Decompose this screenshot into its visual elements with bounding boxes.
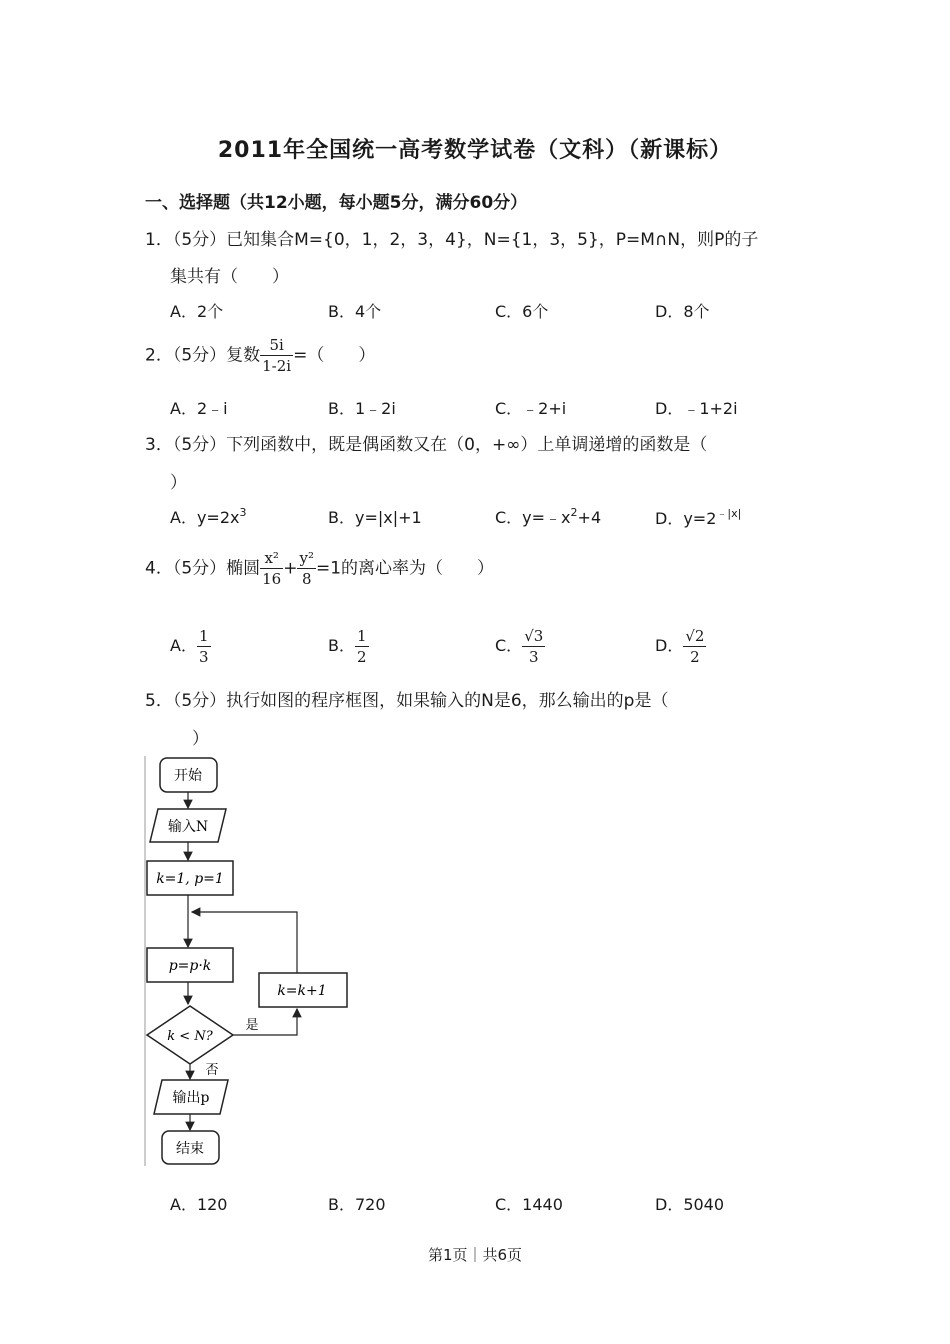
q4-suffix: =1的离心率为（ ）	[315, 558, 495, 579]
question-4-text: 4．（5分）椭圆 $\frac{\text{x²}}{16}$ + $\frac{\text{y²}}{8}$ =1的离心率为（ ）	[145, 549, 495, 588]
q1-option-b: B．4个	[328, 302, 382, 321]
q2-option-c: C．﹣2+i	[495, 399, 567, 418]
q2-suffix: =（ ）	[293, 345, 376, 366]
section-heading: 一、选择题（共12小题，每小题5分，满分60分）	[145, 193, 528, 213]
q2-option-b: B．1﹣2i	[328, 399, 396, 418]
q3-option-c: C．$y=﹣x^2+4$	[495, 506, 602, 527]
question-1-text-cont: 集共有（ ）	[170, 267, 289, 287]
q2-option-d: D．﹣1+2i	[655, 399, 738, 418]
q1-option-a: A．2个	[170, 302, 224, 321]
q1-option-d: D．8个	[655, 302, 710, 321]
q4-prefix: 4．（5分）椭圆	[145, 558, 261, 579]
flowchart-init-label: k=1, p=1	[156, 871, 224, 887]
q1-option-c: C．6个	[495, 302, 549, 321]
flowchart-end-label: 结束	[176, 1141, 204, 1157]
flowchart-increment-label: k=k+1	[277, 983, 327, 999]
question-3-text-cont: ）	[170, 473, 187, 493]
question-1-text: 1．（5分）已知集合M={0，1，2，3，4}，N={1，3，5}，P=M∩N，则P的子	[145, 230, 759, 250]
question-5-text-cont: ）	[192, 729, 209, 749]
flowchart-condition-label: k < N?	[167, 1029, 213, 1044]
q2-fraction	[260, 335, 293, 376]
flowchart-yes-label: 是	[245, 1018, 259, 1033]
q5-option-a: A．120	[170, 1195, 228, 1214]
question-2-text	[145, 335, 375, 376]
program-flowchart	[140, 752, 355, 1172]
q5-option-b: B．720	[328, 1195, 386, 1214]
flowchart-input-label: 输入N	[167, 819, 209, 835]
flowchart-loop-label: p=p·k	[168, 958, 212, 974]
page-footer: 第1页｜共6页	[427, 1246, 523, 1264]
q4-fraction-x: $\frac{\text{x²}}{16}$	[262, 549, 282, 588]
q4-fraction-y: $\frac{\text{y²}}{8}$	[299, 549, 314, 588]
q5-option-c: C．1440	[495, 1195, 563, 1214]
q2-prefix: 2．（5分）复数	[145, 345, 261, 366]
q2-frac-den: 1-2i	[262, 357, 292, 375]
flowchart-no-label: 否	[205, 1063, 219, 1078]
q2-frac-num: 5i	[260, 335, 293, 356]
q4-option-c: C． $\frac{√3}{3}$	[495, 627, 544, 666]
q4-option-b: B． $\frac{1}{2}$	[328, 627, 367, 666]
flowchart-start-label: 开始	[174, 768, 202, 784]
question-5-text: 5．（5分）执行如图的程序框图，如果输入的N是6，那么输出的p是（	[145, 691, 669, 711]
q3-option-b: B．y=|x|+1	[328, 508, 422, 527]
q5-option-d: D．5040	[655, 1195, 725, 1214]
flowchart-yes-branch	[233, 1009, 297, 1035]
question-3-text: 3．（5分）下列函数中，既是偶函数又在（0，+∞）上单调递增的函数是（	[145, 435, 708, 455]
q3-option-a: A．$y=2x^3$	[170, 506, 247, 527]
q2-option-a: A．2﹣i	[170, 399, 228, 418]
flowchart-output-label: 输出p	[172, 1090, 210, 1106]
q4-option-a: A． $\frac{1}{3}$	[170, 627, 209, 666]
q4-option-d: D． $\frac{√2}{2}$	[655, 627, 705, 666]
page-title: 2011年全国统一高考数学试卷（文科）（新课标）	[217, 138, 733, 163]
q3-option-d: D．$y=2^{﹣|x|}$	[655, 507, 742, 528]
